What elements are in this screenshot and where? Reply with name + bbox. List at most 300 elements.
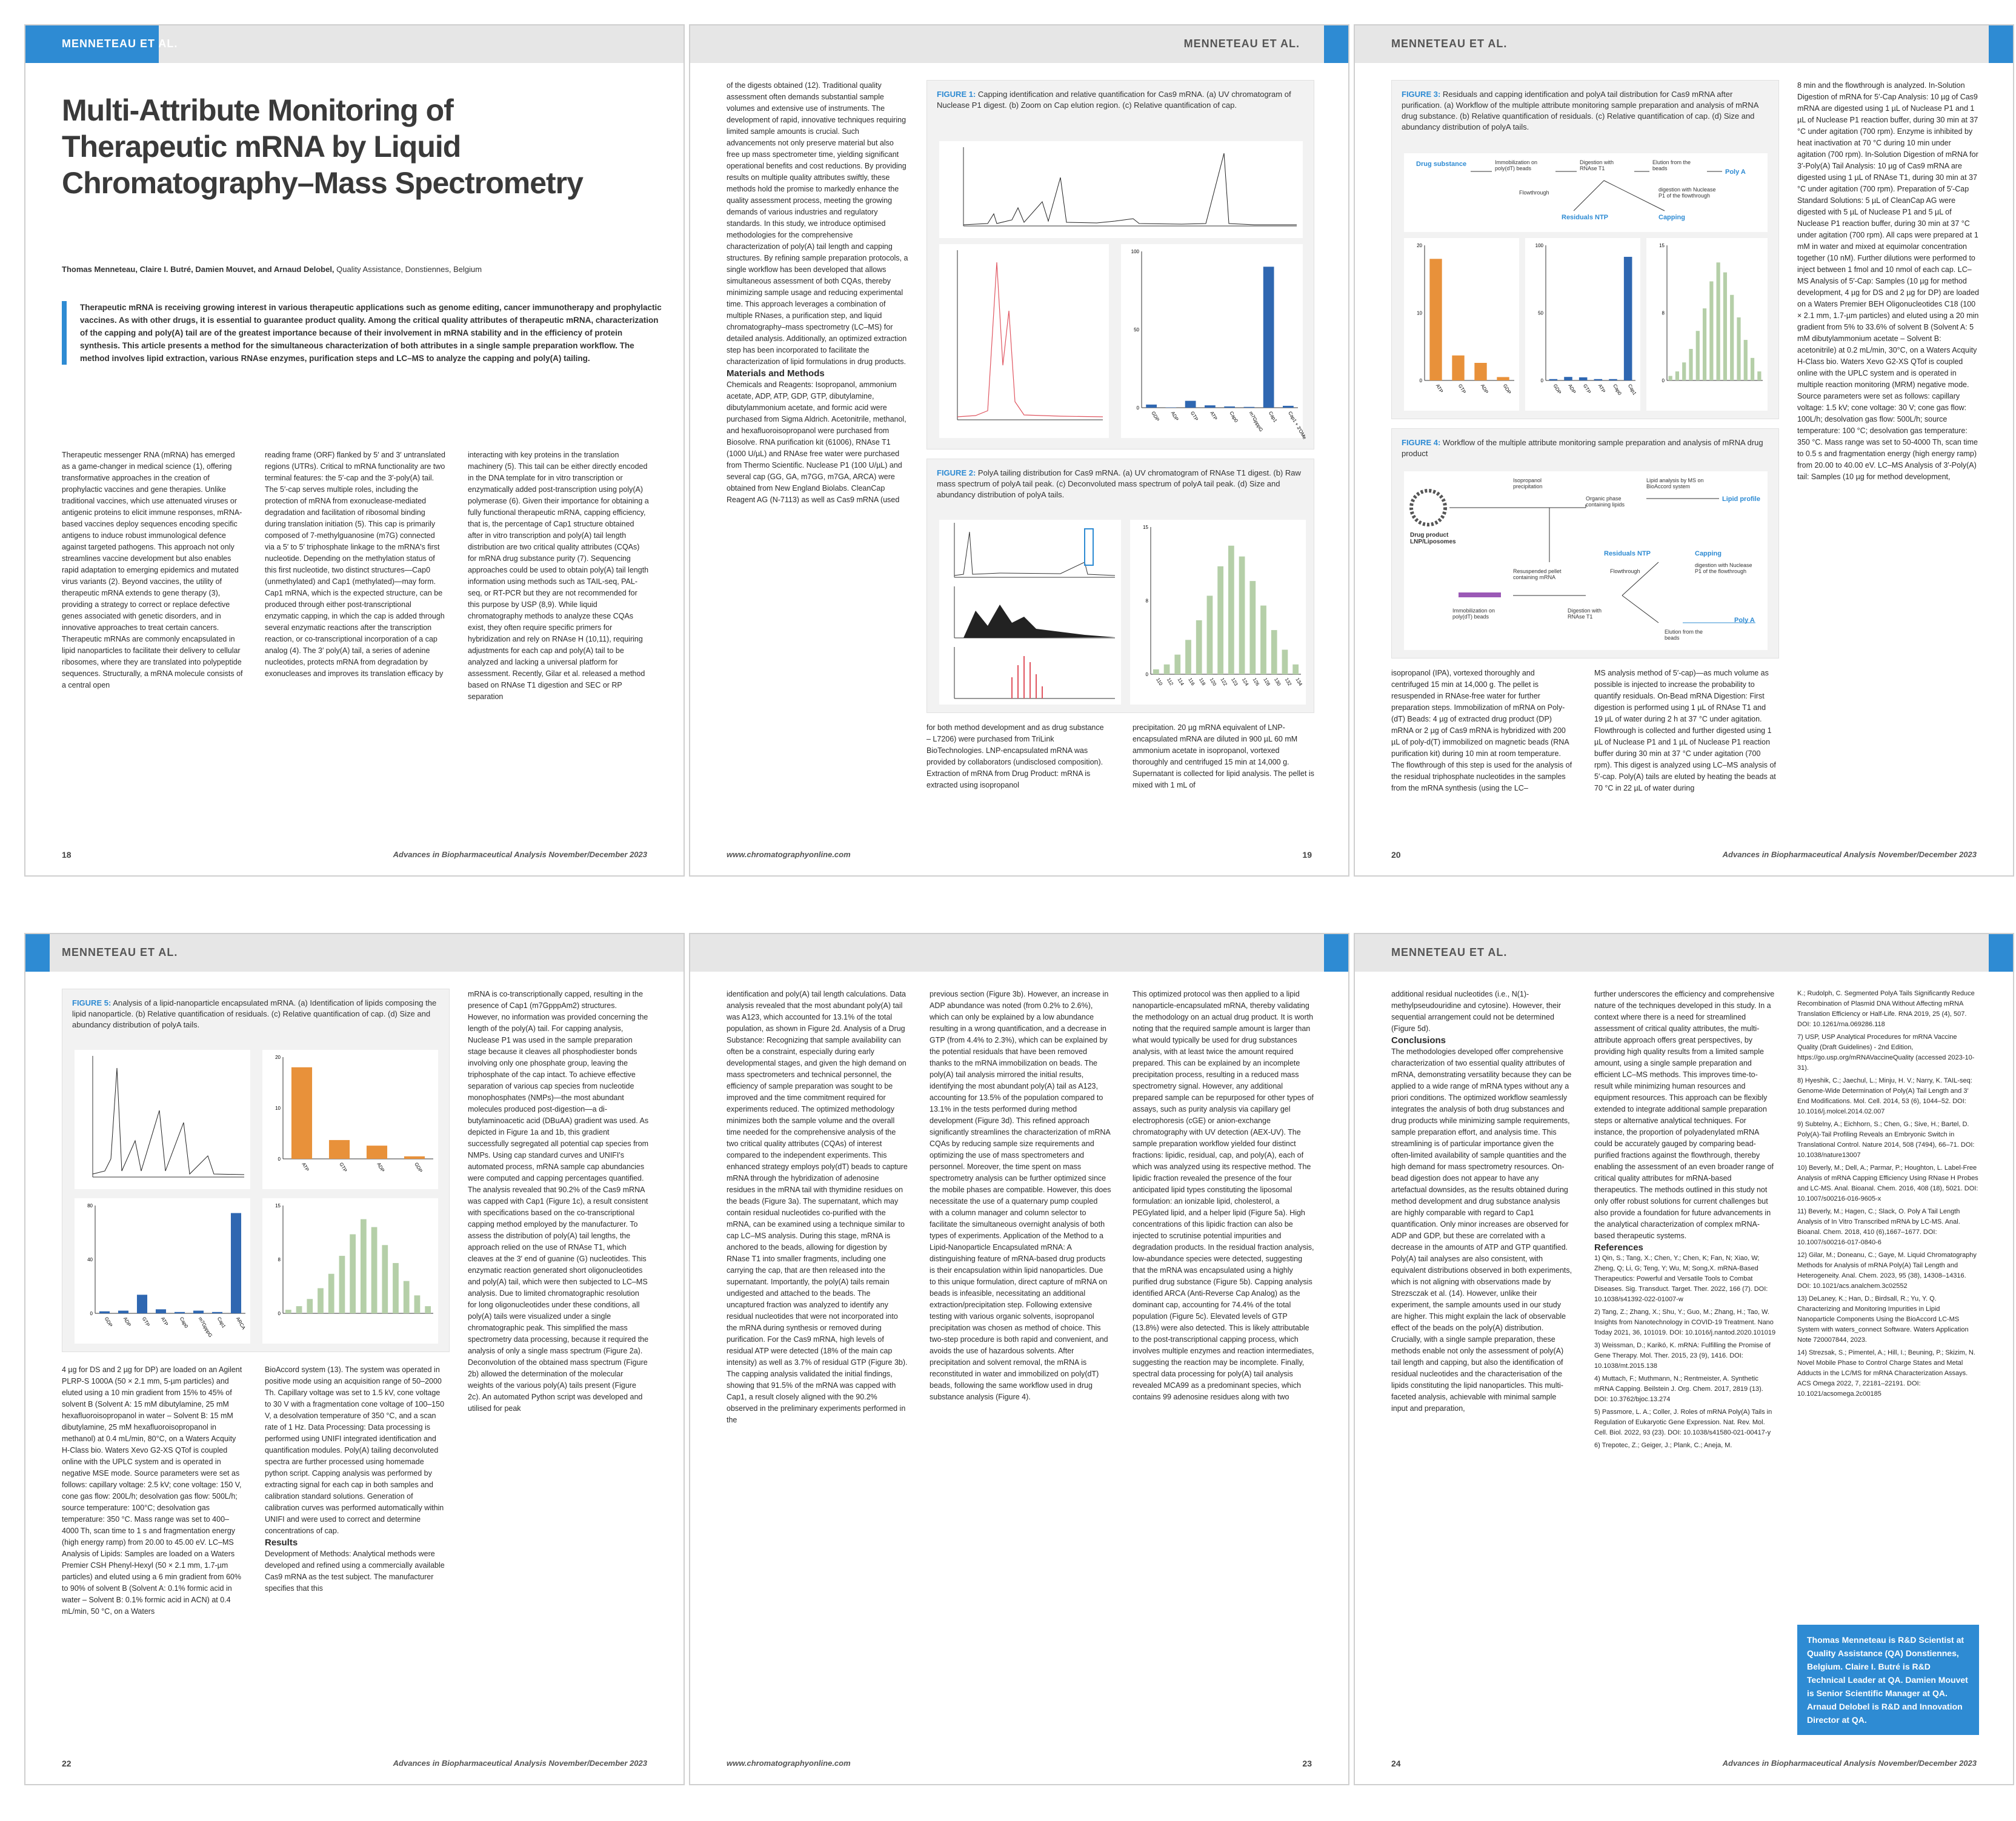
chromatogram-svg: [939, 141, 1303, 238]
body-col-1: identification and poly(A) tail length calculations. Data analysis revealed that the most abundant poly(A) tail was A123, which accounted for 13.1% of the total population, as shown in Figure 2d. Analysis of a Drug Substance: Recognizing that sample availability can often be a constraint, especially during early developmental stages, and given the high demand on mass spectrometers and technical personnel, the efficiency of sample preparation was sought to be improved and the time commitment required for experiments reduced. The optimized methodology minimizes both the sample volume and the overall time needed for the comprehensive analysis of the two critical quality attributes (CQAs) of interest compared to the independent experiments. This enhanced strategy employs poly(dT) beads to capture mRNA through the hybridization of adenosine residues in the mRNA tail with thymidine residues on the beads (Figure 3a). The supernatant, which may contain residual nucleotides co-purified with the mRNA, can be examined using a technique similar to cap LC–MS analysis. During this stage, mRNA is anchored to the beads, allowing for digestion by RNase T1 into smaller fragments, including one carrying the cap, that are then released into the supernatant. Importantly, the poly(A) tails remain undigested and attached to the beads. The uncaptured fraction was analyzed to identify any residual nucleotides that were not incorporated into the mRNA during synthesis or removed during purification. For the Cas9 mRNA, high levels of residual ATP were detected (18% of the main cap intensity) as well as 3.7% of residual GTP (Figure 3b). The capping analysis validated the initial findings, showing that 91.5% of the mRNA was capped with Cap1, a result closely aligned with the 90.2% observed in the preliminary experiments performed in the: [727, 990, 908, 1424]
bar: [425, 1306, 431, 1313]
y-tick-label: 15: [275, 1203, 281, 1209]
tick-label: 123: [1230, 677, 1239, 687]
paragraph: of the digests obtained (12). Traditional quality assessment often demands substantial sample volumes and extensive use of instruments. The development of rapid, innovative techniques requiring limited sample amounts is crucial. Such advancements not only preserve material but also free up mass spectrometer time, yielding significant operational benefits and cost reductions. By providing results on multiple quality attributes swiftly, these methods hold the promise to markedly enhance the quality assessment process, meeting the growing demands of various industries and regulatory standards. In this study, we introduce optimised methodologies for the comprehensive characterization of poly(A) tail length and capping structures. By refining sample preparation protocols, a single workflow has been developed that allows simultaneous assessment of both CQAs, thereby minimizing sample usage and reducing experimental time. This approach leverages a combination of multiple RNases, a purification step, and liquid chromatography–mass spectrometry (LC–MS) for detailed analysis. Additionally, an optimized extraction step has been incorporated to facilitate the characterization of lipid formulations in drug products.: [727, 81, 908, 366]
figure-label: FIGURE 3:: [1402, 90, 1441, 99]
section-heading: Materials and Methods: [727, 368, 825, 379]
y-tick-label: 0: [278, 1311, 281, 1316]
page-header: [1355, 934, 2013, 972]
tick-label: 132: [1283, 677, 1293, 687]
y-tick-label: 0: [1540, 378, 1543, 383]
reference-item: K.; Rudolph, C. Segmented PolyA Tails Significantly Reduce Recombination of Plasmid DNA Without Affecting mRNA Translation Efficiency or Half-Life. RNA 2019, 25 (4), 507. DOI: 10.1261/rna.069286.118: [1797, 990, 1975, 1028]
page-24: [1354, 933, 2014, 1785]
page-number: 19: [1302, 850, 1312, 860]
residuals-svg: [1404, 238, 1519, 411]
y-tick-label: 15: [1659, 243, 1665, 248]
wf-drug-substance: Drug substance: [1416, 161, 1467, 168]
y-tick-label: 10: [1417, 310, 1422, 316]
y-tick-label: 0: [1662, 378, 1665, 383]
page-19: [689, 24, 1349, 877]
page-18: [24, 24, 685, 877]
bar: [231, 1213, 241, 1313]
reference-item: 6) Trepotec, Z.; Geiger, J.; Plank, C.; Aneja, M.: [1594, 1442, 1732, 1449]
wf-digestion: Digestion with RNAse T1: [1580, 159, 1614, 171]
tick-label: 122: [1219, 677, 1228, 687]
body-col-1: [1391, 989, 1573, 1415]
bar: [307, 1299, 313, 1313]
figure-5: [62, 989, 450, 1352]
caption-text: Workflow of the multiple attribute monitoring sample preparation and analysis of mRNA drug product: [1402, 438, 1763, 458]
wf-pellet: Resuspended pellet containing mRNA: [1513, 568, 1562, 580]
cap-bar-chart: [1525, 238, 1640, 411]
y-tick-label: 0: [1145, 672, 1148, 677]
polyA-svg: [262, 1198, 438, 1344]
page-header: [25, 934, 684, 972]
reference-item: 13) DeLaney, K.; Han, D.; Birdsall, R.; Yu, Y. Q. Characterizing and Monitoring Impurities in Lipid Nanoparticle Components Using the BioAccord LC-MS System with waters_connect Software. Waters Application Note 720007844, 2023.: [1797, 1295, 1969, 1344]
workflow-diagram: [1404, 153, 1768, 232]
page-22: [24, 933, 685, 1785]
tick-label: GDP: [1150, 410, 1160, 423]
figure-label: FIGURE 2:: [937, 468, 976, 477]
figure-label: FIGURE 5:: [72, 998, 111, 1007]
tick-label: GDP: [1502, 383, 1512, 396]
bar: [1228, 546, 1234, 674]
bar: [1675, 371, 1679, 380]
bar: [175, 1312, 185, 1313]
bar: [1682, 362, 1686, 380]
wf-polyA: Poly A: [1725, 168, 1746, 176]
tick-label: 124: [1240, 677, 1250, 687]
page-header: [25, 25, 684, 63]
tick-label: 112: [1165, 677, 1175, 687]
wf-np1: digestion with Nuclease P1 of the flowthrough: [1658, 187, 1716, 199]
journal-title: [1723, 1759, 1977, 1768]
tick-label: 130: [1272, 677, 1282, 687]
bar: [339, 1256, 345, 1313]
bar: [1283, 406, 1294, 408]
caption-text: Capping identification and relative quantification for Cas9 mRNA. (a) UV chromatogram of Nuclease P1 digest. (b) Zoom on Cap elution region. (c) Relative quantification of cap.: [937, 90, 1291, 110]
tick-label: GDP: [1552, 383, 1563, 396]
tick-label: m7GpppG: [1248, 410, 1264, 433]
journal-issue: November/December 2023: [1878, 1759, 1977, 1768]
reference-item: 2) Tang, Z.; Zhang, X.; Shu, Y.; Guo, M.; Zhang, H.; Tao, W. Insights from Nanotechnology in COVID-19 Treatment. Nano Today 2021, 36, 101019. DOI: 10.1016/j.nantod.2020.101019: [1594, 1309, 1776, 1336]
body-col-2: [265, 1364, 447, 1594]
bar: [1166, 407, 1177, 408]
header-author: MENNETEAU ET AL.: [1391, 38, 1508, 50]
page-20: [1354, 24, 2014, 877]
bar: [1207, 595, 1213, 674]
y-tick-label: 40: [87, 1257, 93, 1262]
y-tick-label: 100: [1535, 243, 1543, 248]
cap-svg: [75, 1198, 250, 1344]
figure-3: [1391, 80, 1779, 419]
polyA-distribution-chart: [262, 1198, 438, 1344]
wf-isopropanol: Isopropanol precipitation: [1513, 477, 1543, 489]
tick-label: 118: [1197, 677, 1207, 687]
wf-np1: digestion with Nuclease P1 of the flowthrough: [1695, 562, 1752, 574]
residuals-bar-chart: [1404, 238, 1519, 411]
header-tab: [1324, 25, 1348, 63]
bar: [1224, 406, 1235, 408]
bar: [291, 1067, 312, 1159]
tick-label: Cap1: [216, 1316, 227, 1329]
bar: [1263, 267, 1274, 408]
journal-title: [393, 1759, 647, 1768]
body-col-1: 4 µg for DS and 2 µg for DP) are loaded on an Agilent PLRP-S 1000A (50 × 2.1 mm, 5-µm particles) and eluted using a 10 min gradient from 15% to 45% of solvent B (Solvent A: 15 mM dibutylamine, 25 mM hexafluoroisopropanol in water – Solvent B: 15 mM dibutylamine, 25 mM hexafluoroisopropanol in methanol) at 0.4 mL/min, 80°C, on a Waters Acquity H-Class bio. Waters Xevo G2-XS QTof is coupled online with the UPLC system and is operated in negative MSE mode. Source parameters were set as follows: capillary voltage: 2.5 kV; cone voltage: 150 V, cone gas flow: 200L/h; desolvation gas flow: 500L/h; source temperature: 100°C; desolvation gas temperature: 350 °C. Mass range was set to 400–4000 Th, scan time to 1 s and fragmentation energy (high energy ramp) from 20.00 to 45.00 eV. LC–MS Analysis of Lipids: Samples are loaded on a Waters Premier CSH Phenyl-Hexyl (50 × 2.1 mm, 1.7-µm particles) and eluted using a 6 min gradient from 60% to 90% of solvent B (Solvent A: 0.1% formic acid in water – Solvent B: 0.1% formic acid in ACN) at 0.4 mL/min, 50 °C, on a Waters: [62, 1365, 242, 1616]
bar: [393, 1263, 399, 1313]
bar: [1185, 401, 1196, 408]
bar: [404, 1281, 410, 1313]
tick-label: GTP: [141, 1316, 151, 1328]
y-tick-label: 0: [1136, 405, 1139, 411]
site-url: www.chromatographyonline.com: [727, 1759, 851, 1768]
bar: [1564, 377, 1572, 380]
page-header: [690, 25, 1348, 63]
cap-bar-chart: [75, 1198, 250, 1344]
reference-item: 12) Gilar, M.; Doneanu, C.; Gaye, M. Liquid Chromatography Methods for Analysis of mRNA Poly(A) Tail Length and Heterogeneity. Anal. Chem. 2023, 95 (38), 14308–14316. DOI: 10.1021/acs.analchem.3c02552: [1797, 1252, 1977, 1290]
bar: [371, 1227, 378, 1313]
bar: [1730, 295, 1734, 380]
section-heading: Results: [265, 1537, 298, 1548]
bar: [1249, 581, 1256, 674]
references-list-right: [1797, 989, 1979, 1402]
bar: [1744, 340, 1748, 380]
figure-caption: [72, 998, 439, 1030]
tick-label: 126: [1251, 677, 1261, 687]
reference-item: 4) Muttach, F.; Muthmann, N.; Rentmeister, A. Synthetic mRNA Capping. Beilstein J. Org. Chem. 2017, 2819 (13). DOI: 10.3762/bjoc.13.274: [1594, 1375, 1763, 1403]
references-list-left: [1594, 1253, 1776, 1451]
page-number: 22: [62, 1759, 72, 1768]
polyA-distribution-chart: [1130, 520, 1306, 705]
tick-label: GDP: [413, 1161, 424, 1174]
wf-digestion: Digestion with RNAse T1: [1568, 608, 1602, 620]
dp-workflow-diagram: [1404, 471, 1768, 650]
wf-immobilization: Immobilization on poly(dT) beads: [1495, 159, 1538, 171]
bar: [118, 1311, 128, 1313]
body-col-3: interacting with key proteins in the translation machinery (5). This tail can be either directly encoded in the DNA template for in vitro transcription or enzymatically added post-transcription using poly(A) polymerase (6). Given their importance for obtaining a fully functional therapeutic mRNA, capping efficiency, that is, the percentage of Cap1 structure obtained after in vitro transcription and poly(A) tail length distribution are two critical quality attributes (CQAs) for mRNA drug substance purity (7). Sequencing approaches could be used to obtain poly(A) tail length information using methods such as TAIL-seq, PAL-seq, or RT-PCR but they are not recommended for this purpose by USP (8,9). While liquid chromatography methods to analyze these CQAs exist, they often require specific primers for hybridization and rely on RNAse H (10,11), requiring adjustments for each cap and poly(A) tail to be analyzed and lacking a universal platform for assessment. Recently, Gilar et al. released a method based on RNAse T1 digestion and SEC or RP separation: [468, 451, 649, 701]
body-col-2: for both method development and as drug substance – L7206) were purchased from TriLink BioTechnologies. LNP-encapsulated mRNA was provided by collaborators (undisclosed composition). Extraction of mRNA from Drug Product: mRNA is extracted using isopropanol: [926, 723, 1104, 789]
figure-caption: [1402, 437, 1769, 459]
bar: [1689, 349, 1692, 380]
page-footer: [1391, 1759, 1977, 1771]
uv-chromatogram-plot: [939, 141, 1303, 238]
bar: [1709, 281, 1713, 380]
paragraph: Development of Methods: Analytical methods were developed and refined using a commercially available Cas9 mRNA as the test subject. The manufacturer specifies that this: [265, 1550, 445, 1593]
bar: [367, 1146, 387, 1159]
bar: [137, 1295, 147, 1313]
journal-issue: November/December 2023: [548, 850, 647, 859]
y-tick-label: 0: [1419, 378, 1422, 383]
residuals-bar-chart: [262, 1050, 438, 1189]
bar: [1271, 630, 1277, 674]
bar: [1429, 259, 1442, 380]
wf-capping: Capping: [1695, 550, 1722, 557]
wf-polyA: Poly A: [1734, 617, 1755, 624]
bar: [1579, 377, 1588, 380]
section-heading: References: [1594, 1242, 1643, 1253]
reference-item: 9) Subtelny, A.; Eichhorn, S.; Chen, G.; Sive, H.; Bartel, D. Poly(A)-Tail Profiling Reveals an Embryonic Switch in Translational Control. Nature 2014, 508 (7494), 66–71. DOI: 10.1038/nature13007: [1797, 1121, 1975, 1159]
cap-zoom-plot: [939, 244, 1109, 438]
bar: [404, 1156, 425, 1159]
bar: [350, 1234, 356, 1313]
workflow-arrows: [1404, 153, 1768, 232]
bar: [1717, 262, 1720, 380]
polyA-svg: [1130, 520, 1306, 705]
page-number: 24: [1391, 1759, 1401, 1768]
paragraph: The methodologies developed offer comprehensive characterization of two essential quality attributes of mRNA, demonstrating versatility because they can be applied to a wide range of mRNA types without any a priori conditions. The optimized workflow seamlessly integrates the analysis of both drug substances and drug products while minimizing sample requirements, sample preparation effort, and analysis time. This streamlining is of particular importance given the often-limited availability of sample quantities and the high demand for mass spectrometry resources. On-bead digestion does not appear to have any artefactual downsides, as the results obtained during method development and drug substance analysis are highly comparable with regard to Cap1 quantification. Only minor increases are observed for ADP and GDP, but these are correlated with a decrease in the amounts of ATP and GTP quantified. Poly(A) tail analyses are also consistent, with equivalent distributions observed in both experiments, which is not aligning with observations made by Strezsczak et al. (14). However, unlike their experiment, the sample amounts used in our study are higher. This might explain the lack of observable effect of the beads on the poly(A) distribution. Crucially, with a single sample preparation, these methods enable not only the assessment of poly(A) tail length and capping, but also the identification of residual nucleotides and the characterisation of the lipids constituting the lipid nanoparticles. This multi-faceted analysis, achievable with minimal sample input and preparation,: [1391, 1047, 1572, 1413]
page-footer: [62, 850, 647, 862]
tick-label: ATP: [1434, 383, 1445, 394]
bar: [382, 1245, 388, 1313]
bar: [1153, 669, 1159, 674]
reference-item: 10) Beverly, M.; Dell, A.; Parmar, P.; Houghton, L. Label-Free Analysis of mRNA Capping Efficiency Using RNase H Probes and LC-MS. Anal. Bioanal. Chem. 2016, 408 (18), 5021. DOI: 10.1007/s00216-016-9605-x: [1797, 1164, 1978, 1202]
caption-text: PolyA tailing distribution for Cas9 mRNA. (a) UV chromatogram of RNAse T1 digest. (b) Raw mass spectrum of polyA tail peak. (c) Deconvoluted mass spectrum of polyA tail peak. (d) Size and abundancy distribution of polyA tails.: [937, 468, 1301, 499]
bar: [1196, 620, 1202, 674]
reference-item: 1) Qin, S.; Tang, X.; Chen, Y.; Chen, K; Fan, N; Xiao, W; Zheng, Q; Li, G; Teng, Y; Wu, M; Song,X. mRNA-Based Therapeutics: Powerful and Versatile Tools to Combat Diseases. Sig. Transduct. Target. Ther. 2022, 166 (7). DOI: 10.1038/s41392-022-01007-w: [1594, 1255, 1768, 1303]
cap-bar-svg: [1121, 244, 1308, 440]
body-col-3: This optimized protocol was then applied to a lipid nanoparticle-encapsulated mRNA, thereby validating the methodology on an actual drug product. It is worth noting that the required sample amount is larger than what would typically be used for drug substances analysis, with at least twice the amount required prepared. This can be explained by an incomplete precipitation process, resulting in a reduced mass spectrometry signal. However, any additional prepared sample can be repurposed for other types of assays, such as purity analysis via capillary gel electrophoresis (cGE) or anion-exchange chromatography with UV detection (AEX-UV). The sample preparation workflow yielded four distinct fractions: lipidic, residual, cap, and poly(A), each of which was analyzed using its respective method. The lipidic fraction revealed the presence of the four anticipated lipid types constituting the liposomal formulation: an ionizable lipid, cholesterol, a PEGylated lipid, and a helper lipid (Figure 5a). High concentrations of this lipidic fraction can also be injected to scrutinise potential impurities and degradation products. In the residual fraction analysis, low-abundance species were detected, suggesting that the mRNA was encapsulated using a highly purified drug substance (Figure 5b). Capping analysis identified ARCA (Anti-Reverse Cap Analog) as the dominant cap, accounting for 74.4% of the total population (Figure 5c). Elevated levels of GTP (13.8%) were also detected. This is likely attributable to the post-transcriptional capping process, which involves multiple enzymes and reaction intermediates, suggesting the reaction may be incomplete. Finally, spectral data processing for poly(A) tail analysis revealed MCA99 as a predominant species, which contains 99 adenosine residues along with two: [1133, 990, 1314, 1401]
paragraph: Chemicals and Reagents: Isopropanol, ammonium acetate, ADP, ATP, GDP, GTP, dibutylamine, dibutylammonium acetate, and formic acid were purchased from Sigma Aldrich. Acetonitrile, methanol, and hexafluoroisopropanol were purchased from Biosolve. RNA purification kit (61006), RNAse T1 (1000 U/µL) and RNAse free water were purchased from Thermo Scientific. Nuclease P1 (100 U/µL) and several cap (GG, GA, m7GG, m7GA, ARCA) were obtained from New England Biolabs. CleanCap Reagent AG (N-7113) as well as Cas9 mRNA (used: [727, 380, 907, 504]
wf-drug-product: Drug product LNP/Liposomes: [1410, 532, 1456, 545]
byline-affiliation: Quality Assistance, Donstiennes, Belgium: [336, 265, 482, 274]
header-tab: [1989, 934, 2013, 972]
bar: [1497, 377, 1509, 380]
wf-elution: Elution from the beads: [1652, 159, 1691, 171]
y-tick-label: 20: [1417, 243, 1422, 248]
bar: [361, 1219, 367, 1313]
journal-name: Advances in Biopharmaceutical Analysis: [393, 1759, 547, 1768]
y-tick-label: 10: [275, 1106, 281, 1111]
y-tick-label: 8: [278, 1257, 281, 1262]
journal-issue: November/December 2023: [1878, 850, 1977, 859]
body-col-1: isopropanol (IPA), vortexed thoroughly and centrifuged 15 min at 14,000 g. The pellet is resuspended in RNAse-free water for further preparation steps. Immobilization of mRNA on Poly-(dT) Beads: 4 µg of extracted drug product (DP) mRNA or 2 µg of Cas9 mRNA is hybridized with 200 µL of poly-d(T) immobilized on magnetic beads (RNA purification kit) during 10 min at room temperature. The flowthrough of this step is used for the analysis of the residual triphosphate nucleotides in the samples from the mRNA synthesis (using the LC–: [1391, 669, 1572, 792]
journal-name: Advances in Biopharmaceutical Analysis: [1722, 1759, 1876, 1768]
bar: [1624, 257, 1632, 380]
bar: [212, 1312, 222, 1313]
body-col-1: [727, 80, 908, 506]
figure-4: [1391, 428, 1779, 658]
wf-flowthrough: Flowthrough: [1519, 190, 1549, 196]
page-header: [1355, 25, 2013, 63]
header-author: MENNETEAU ET AL.: [62, 946, 178, 958]
y-tick-label: 0: [90, 1311, 93, 1316]
bar: [1757, 371, 1761, 380]
polyA-svg: [1646, 238, 1768, 411]
tick-label: Cap1: [1626, 383, 1638, 396]
wf-lipid-profile: Lipid profile: [1722, 496, 1760, 503]
bar: [1244, 407, 1255, 408]
figure-1: [926, 80, 1314, 449]
section-heading: Conclusions: [1391, 1035, 1446, 1046]
bar: [1146, 405, 1157, 408]
header-author: MENNETEAU ET AL.: [62, 38, 178, 50]
bar: [285, 1310, 291, 1313]
figure-caption: [1402, 89, 1769, 133]
bar: [1292, 665, 1299, 674]
wf-lipid-ms: Lipid analysis by MS on BioAccord system: [1646, 477, 1704, 489]
figure-label: FIGURE 4:: [1402, 438, 1441, 447]
journal-title: [1723, 850, 1977, 859]
tick-label: ATP: [1209, 410, 1219, 421]
header-tab: [1989, 25, 2013, 63]
tick-label: 128: [1262, 677, 1271, 687]
bar: [1217, 566, 1223, 674]
caption-text: Residuals and capping identification and polyA tail distribution for Cas9 mRNA after purification. (a) Workflow of the multiple attribute monitoring sample preparation and analysis of mRNA drug substance. (b) Relative quantification of residuals. (c) Relative quantification of cap. (d) Size and abundancy distribution of polyA tails.: [1402, 90, 1758, 131]
bar: [296, 1306, 302, 1313]
wf-flowthrough: Flowthrough: [1610, 568, 1640, 574]
wf-organic-phase: Organic phase containing lipids: [1586, 496, 1625, 508]
cap-svg: [1525, 238, 1640, 411]
bar: [329, 1140, 350, 1159]
journal-name: Advances in Biopharmaceutical Analysis: [393, 850, 547, 859]
reference-item: 3) Weissman, D.; Karikó, K. mRNA: Fulfilling the Promise of Gene Therapy. Mol. Ther. 2015, 23 (9), 1416. DOI: 10.1038/mt.2015.138: [1594, 1342, 1771, 1370]
reference-item: 11) Beverly, M.; Hagen, C.; Slack, O. Poly A Tail Length Analysis of In Vitro Transcribed mRNA by LC-MS. Anal. Bioanal. Chem. 2018, 410 (6),1667–1677. DOI: 10.1007/s00216-017-0840-6: [1797, 1208, 1960, 1246]
wf-immobilization: Immobilization on poly(dT) beads: [1452, 608, 1495, 620]
ms-plots: [939, 520, 1121, 705]
bar: [1205, 405, 1216, 408]
paragraph: additional residual nucleotides (i.e., N(1)-methylpseudouridine and cytosine). However, their sequential arrangement could not be determined (Figure 5d).: [1391, 990, 1562, 1033]
body-col-2: previous section (Figure 3b). However, an increase in ADP abundance was noted (from 0.2% to 2.6%), which can only be explained by a low abundance resulting in a wrong quantification, and a decrease in GTP (from 4.4% to 2.3%), which can be explained by the potential residuals that have been removed thanks to the mRNA immobilization on beads. The poly(A) tail analysis mirrored the initial results, identifying the most abundant poly(A) tail as A123, accounting for 13.5% of the population compared to 13.1% in the tests performed during method development (Figure 3d). This refined approach significantly streamlines the characterization of mRNA CQAs by reducing sample size requirements and optimizing the use of mass spectrometers and personnel. Moreover, the time spent on mass spectrometry analysis can be further optimized since the mobile phases are compatible. However, this does necessitate the use of a quaternary pump coupled with a column manager and column selector to facilitate the simultaneous overnight analysis of both types of experiments. Application of the Method to a Lipid-Nanoparticle Encapsulated mRNA: A distinguishing feature of mRNA-based drug products is their encapsulation within lipid nanoparticles. Due to this unique formulation, direct capture of mRNA on beads is infeasible, necessitating an additional extraction/precipitation step. Following extensive testing with various organic solvents, isopropanol precipitation was chosen as method of choice. This two-step procedure is both rapid and convenient, and avoids the use of hazardous solvents. After precipitation and solvent removal, the mRNA is reconstituted in water and immobilized on poly(dT) beads, following the same workflow used in drug substance analysis (Figure 4).: [930, 990, 1111, 1401]
tick-label: GTP: [338, 1161, 348, 1173]
y-tick-label: 80: [87, 1203, 93, 1209]
y-tick-label: 100: [1131, 249, 1139, 254]
tick-label: Cap0: [1228, 410, 1239, 423]
wf-elution: Elution from the beads: [1665, 629, 1703, 641]
body-col-3: 8 min and the flowthrough is analyzed. In-Solution Digestion of mRNA for 5′-Cap Analysis: 10 µg of Cas9 mRNA are digested using 1 µL of Nuclease P1 and 1 µL of Nuclease P1 reaction buffer, during 30 min at 37 °C under agitation (700 rpm). Enzyme is inhibited by heat inactivation at 70 °C during 10 min under agitation (700 rpm). In-Solution Digestion of mRNA for 3′-Poly(A) Tail Analysis: 10 µg of Cas9 mRNA are digested using 1 µL of RNAse T1, during 30 min at 37 °C under agitation (700 rpm). Preparation of 5′-Cap Standard Solutions: 5 µL of CleanCap AG were digested with 5 µL of Nuclease P1 and 5 µL of Nuclease P1 reaction buffer, during 30 min at 37 °C under agitation (700 rpm). All caps were prepared at 1 mM in water and mixed at equimolar concentration together (10 nM). Further dilutions were performed to inject between 1 fmol and 10 nmol of each cap. LC–MS Analysis of 5′-Cap: Samples (10 µg for method development, 4 µg for DS and 2 µg for DP) are loaded on a Waters Premier BEH Oligonucleotides C18 (100 × 2.1 mm, 1.7-µm particles) and eluted using a 20 min gradient from 5% to 33.6% of solvent B (Solvent A: 5 mM dibutylammonium acetate – Solvent B: acetonitrile) at 0.2 mL/min, 30°C, on a Waters Acquity H-Class bio. Waters Xevo G2-XS QTof is coupled online with the UPLC system and is operated in multiple reaction monitoring (MRM) negative mode. Source parameters were set as follows: capillary voltage: 1.5 kV; cone voltage: 30 V; cone gas flow: 100L/h; desolvation gas flow: 500L/h; source temperature: 100 °C; desolvation gas temperature: 350 °C. Mass range was set to 50-4000 Th, scan time to 0.5 s and fragmentation energy (high energy ramp) from 20.00 to 40.00 eV. LC–MS Analysis of 3′-Poly(A) tail: Samples (10 µg for method development,: [1797, 81, 1979, 481]
bar: [156, 1309, 166, 1313]
tick-label: m7GpppG: [197, 1316, 214, 1338]
bar: [1282, 650, 1288, 675]
wf-capping: Capping: [1658, 214, 1685, 221]
tick-label: ATP: [159, 1316, 170, 1327]
wf-residuals: Residuals NTP: [1604, 550, 1651, 557]
bar: [1594, 379, 1603, 380]
reference-item: 5) Passmore, L. A.; Coller, J. Roles of mRNA Poly(A) Tails in Regulation of Eukaryotic Gene Expression. Nat. Rev. Mol. Cell. Biol. 2022, 93 (23). DOI: 10.1038/s41580-021-00417-y: [1594, 1408, 1772, 1436]
tick-label: Cap1: [1267, 410, 1279, 423]
paragraph: further underscores the efficiency and comprehensive nature of the techniques developed in this study. In a context where there is a need for streamlined assessment of critical quality attributes, the multi-attribute approach offers great perspectives, by providing high quality results from a limited sample amount, using a single sample preparation and efficient LC–MS methods. This improves time-to-result while minimizing human resources and equipment resources. This approach can be flexibly extended to integrate additional sample preparation steps or alternative analytical techniques. For instance, the proportion of polyadenylated mRNA could be accurately gauged by comparing bead-purified fractions against the flowthrough, thereby enabling the assessment of an even broader range of critical quality attributes for mRNA-based therapeutics. The methods outlined in this study not only offer robust solutions for current challenges but also provide a foundation for future advancements in the analytical characterization of complex mRNA-based therapeutic systems.: [1594, 990, 1775, 1240]
y-tick-label: 50: [1134, 327, 1139, 333]
tick-label: Cap0: [178, 1316, 190, 1329]
bar: [1452, 356, 1464, 380]
tick-label: GDP: [103, 1316, 114, 1328]
body-col-3: mRNA is co-transcriptionally capped, resulting in the presence of Cap1 (m7GpppAm2) structures. However, no information was provided concerning the length of the poly(A) tail. For capping analysis, Nuclease P1 was used in the sample preparation stage because it cleaves all phosphodiester bonds involving only one phosphate group, leaving the triphosphate of the cap intact. To achieve effective separation of various cap species from nucleotide monophosphates (NMPs)—the most abundant molecules produced post-digestion—a di-butylaminoacetic acid (DBuAA) gradient was used. As depicted in Figure 1a and 1b, this gradient successfully segregated all potential cap species from NMPs. Using cap standard curves and UNIFI's automated process, mRNA sample cap abundancies were computed and capping percentages quantified. The analysis revealed that 90.2% of the Cas9 mRNA was capped with Cap1 (Figure 1c), a result consistent with specifications based on the co-transcriptional capping method employed by the manufacturer. To assess the distribution of poly(A) tail lengths, the approach relied on the use of RNAse T1, which cleaves at the 3′ end of guanine (G) nucleotides. This enzymatic reaction generated short oligonucleotides and poly(A) tail, which were then subjected to LC–MS analysis. Due to limited chromatographic resolution for long oligonucleotides under these conditions, all poly(A) tails were visualized under a single chromatographic peak. This simplified the mass spectrometry data processing, because it required the analysis of only a single mass spectrum (Figure 2a). Deconvolution of the obtained mass spectrum (Figure 2b) allowed the determination of the molecular weights of the various poly(A) tails present (Figure 2c). An automated Python script was developed and utilised for peak: [468, 990, 649, 1413]
page-23: [689, 933, 1349, 1785]
page-number: 20: [1391, 850, 1401, 860]
byline-authors: Thomas Menneteau, Claire I. Butré, Damien Mouvet, and Arnaud Delobel,: [62, 265, 334, 274]
reference-item: 8) Hyeshik, C.; Jaechul, L.; Minju, H. V.; Narry, K. TAIL-seq: Genome-Wide Determination of Poly(A) Tail Length and 3′ End Modifications. Mol. Cell. 2014, 53 (6), 1044–52. DOI: 10.1016/j.molcel.2014.02.007: [1797, 1077, 1972, 1115]
figure-caption: [937, 89, 1304, 111]
body-col-1: Therapeutic messenger RNA (mRNA) has emerged as a game-changer in medical science (1), offering transformative approaches in the creation of prophylactic vaccines and gene therapies. Unlike traditional vaccines, which use attenuated viruses or antigenic proteins to elicit immune responses, mRNA-based vaccines deploy sequences encoding specific antigens to induce robust immunological defence against targeted pathogens. This approach not only streamlines vaccine development but also enables rapid adaptation to emerging epidemics and mutated virus variants (2). Beyond vaccines, the utility of therapeutic mRNA extends to gene therapy (3), providing a strategy to correct or replace defective genes associated with genetic disorders, and in innovative approaches to treat certain cancers. Therapeutic mRNAs are commonly encapsulated in lipid nanoparticles to facilitate their delivery to cellular ribosomes, where they are translated into polypeptide sequences. Structurally, a mRNA molecule consists of a central open: [62, 451, 243, 689]
bar: [1549, 379, 1558, 380]
reference-item: 14) Strezsak, S.; Pimentel, A.; Hill, I.; Beuning, P.; Skizim, N. Novel Mobile Phase to Control Charge States and Metal Adducts in the LC/MS for mRNA Characterization Assays. ACS Omega 2022, 7, 22181–22191. DOI: 10.1021/acsomega.2c00185: [1797, 1349, 1975, 1398]
lipid-chromatogram: [75, 1050, 250, 1189]
bar: [1723, 273, 1727, 380]
figure-2: [926, 459, 1314, 713]
tick-label: 120: [1208, 677, 1218, 687]
page-header: [690, 934, 1348, 972]
journal-title: [393, 850, 647, 859]
bar: [1239, 557, 1245, 674]
y-tick-label: 8: [1662, 310, 1665, 316]
figure-caption: [937, 468, 1304, 500]
y-tick-label: 15: [1143, 525, 1148, 530]
cap-bar-chart: [1121, 244, 1308, 440]
bar: [1703, 308, 1706, 380]
tick-label: Cap1 + 3'OMe: [1287, 410, 1308, 440]
tick-label: 114: [1176, 677, 1185, 687]
polyA-distribution-chart: [1646, 238, 1768, 411]
site-url: www.chromatographyonline.com: [727, 850, 851, 859]
bar: [1174, 655, 1180, 674]
bar: [1164, 665, 1170, 674]
tick-label: GTP: [1189, 410, 1199, 422]
ms-svg: [939, 520, 1121, 705]
page-number: 23: [1302, 1759, 1312, 1768]
page-number: 18: [62, 850, 72, 860]
y-tick-label: 20: [275, 1055, 281, 1060]
header-tab: [1324, 934, 1348, 972]
y-tick-label: 50: [1538, 310, 1543, 316]
page-footer: [727, 1759, 1312, 1771]
tick-label: ADP: [1479, 383, 1489, 395]
bar: [318, 1288, 324, 1313]
body-col-2: reading frame (ORF) flanked by 5′ and 3′ untranslated regions (UTRs). Critical to mRNA functionality are two terminal features: the 5′-cap and the 3′-poly(A) tail. The 5′-cap serves multiple roles, including the protection of mRNA from exonuclease-mediated degradation and facilitation of ribosomal binding during translation initiation (5). This cap is primarily composed of 7-methylguanosine (m7G) connected via a 5′ to 5′ triphosphate linkage to the mRNA's first nucleotide. Depending on the methylation status of this first nucleotide, two distinct structures—Cap0 (unmethylated) and Cap1 (methylated)—may form. Cap1 mRNA, which is the expected structure, can be produced through either post-transcriptional enzymatic capping, in which the cap is added through several enzymatic reactions after the transcription reaction, or co-transcriptional incorporation of a cap analog (4). The 3′ poly(A) tail, a series of adenine nucleotides, protects mRNA from degradation by exonucleases and improves its translation efficacy by: [265, 451, 445, 678]
tick-label: ATP: [301, 1161, 310, 1172]
bar: [1737, 317, 1740, 380]
caption-text: Analysis of a lipid-nanoparticle encapsulated mRNA. (a) Identification of lipids composing the lipid nanoparticle. (b) Relative quantification of residuals. (c) Relative quantification of cap. (d) Size and abundancy distribution of polyA tails.: [72, 998, 437, 1029]
body-col-2: [1594, 989, 1776, 1453]
page-footer: [1391, 850, 1977, 862]
article-title: Multi-Attribute Monitoring of Therapeutic mRNA by Liquid Chromatography–Mass Spectrometry: [62, 93, 583, 200]
body-col-3: precipitation. 20 µg mRNA equivalent of LNP-encapsulated mRNA are diluted in 900 µL 60 mM ammonium acetate in isopropanol, vortexed thoroughly and centrifuged 15 min at 14,000 g. Supernatant is collected for lipid analysis. The pellet is mixed with 1 mL of: [1133, 723, 1314, 789]
header-author: MENNETEAU ET AL.: [1391, 946, 1508, 958]
tick-label: 110: [1155, 677, 1164, 687]
bar: [1669, 376, 1672, 380]
bar: [1696, 331, 1700, 380]
zoom-svg: [939, 244, 1109, 438]
residuals-svg: [262, 1050, 438, 1189]
bar: [1609, 379, 1617, 380]
bar: [1751, 358, 1754, 380]
tick-label: Cap0: [1612, 383, 1623, 396]
reference-item: 7) USP, USP Analytical Procedures for mRNA Vaccine Quality (Draft Guidelines) - 2nd Edition, https://go.usp.org/mRNAVaccineQuality (accessed 2023-10-31).: [1797, 1033, 1975, 1072]
tick-label: 134: [1294, 677, 1303, 687]
tick-label: ADP: [1169, 410, 1180, 422]
author-bio: Thomas Menneteau is R&D Scientist at Quality Assistance (QA) Donstiennes, Belgium. Claire I. Butré is R&D Technical Leader at QA. Damien Mouvet is Senior Scientific Manager at QA. Arnaud Delobel is R&D and Innovation Director at QA.: [1797, 1625, 1979, 1735]
page-footer: [62, 1759, 647, 1771]
y-tick-label: 0: [278, 1156, 281, 1162]
figure-label: FIGURE 1:: [937, 90, 976, 99]
y-tick-label: 8: [1145, 598, 1148, 604]
abstract: Therapeutic mRNA is receiving growing interest in various therapeutic applications such as genome editing, cancer immunotherapy and prophylactic vaccines. As with other drugs, it is essential to guarantee product quality. Among the critical quality attributes of therapeutic mRNA, characterization of the capping and poly(A) tail are of the greatest importance because of their involvement in mRNA stability and in the efficiency of protein synthesis. This article presents a method for the simultaneous characterization of both attributes in a single sample preparation workflow. The method involves lipid extraction, various RNAse enzymes, purification steps and LC–MS to analyze the capping and poly(A) tailing.: [62, 301, 662, 365]
bar: [193, 1311, 204, 1313]
body-col-2: MS analysis method of 5′-cap)—as much volume as possible is injected to increase the probability to quantify residuals. On-Bead mRNA Digestion: First digestion is performed using 1 µL of RNAse T1 and 19 µL of water during 2 h at 37 °C under agitation. Flowthrough is collected and further digested using 1 µL of Nuclease P1 and 1 µL of Nuclease P1 reaction buffer during 30 min at 37 °C under agitation (700 rpm). This digest is analyzed using LC–MS analysis of 5′-cap. Poly(A) tails are eluted by heating the beads at 70 °C in 22 µL of water during: [1594, 669, 1776, 792]
header-author: MENNETEAU ET AL.: [1183, 38, 1300, 50]
bar: [328, 1274, 334, 1313]
journal-name: Advances in Biopharmaceutical Analysis: [1722, 850, 1876, 859]
tick-label: ATP: [1597, 383, 1606, 394]
bar: [414, 1295, 421, 1313]
bar: [1260, 606, 1266, 674]
bar: [1185, 640, 1191, 674]
tick-label: ADP: [1567, 383, 1577, 395]
tick-label: ARCA: [235, 1316, 247, 1331]
tick-label: GTP: [1457, 383, 1467, 395]
tick-label: ADP: [122, 1316, 132, 1328]
paragraph: BioAccord system (13). The system was operated in positive mode using an acquisition range of 50–2000 Th. Capillary voltage was set to 1.5 kV, cone voltage to 30 V with a fragmentation cone voltage of 100–150 V, a desolvation temperature of 350 °C, and a scan rate of 1 Hz. Data Processing: Data processing is performed using UNIFI integrated identification and quantification modules. Poly(A) tailing deconvoluted spectra are further processed using homemade python script. Capping analysis was performed by extracting signal for each cap in both samples and calibration standard solutions. Generation of calibration curves was performed automatically within UNIFI and were used to correct and determine concentrations of cap.: [265, 1365, 445, 1535]
tick-label: 116: [1187, 677, 1196, 687]
header-tab: [25, 934, 50, 972]
